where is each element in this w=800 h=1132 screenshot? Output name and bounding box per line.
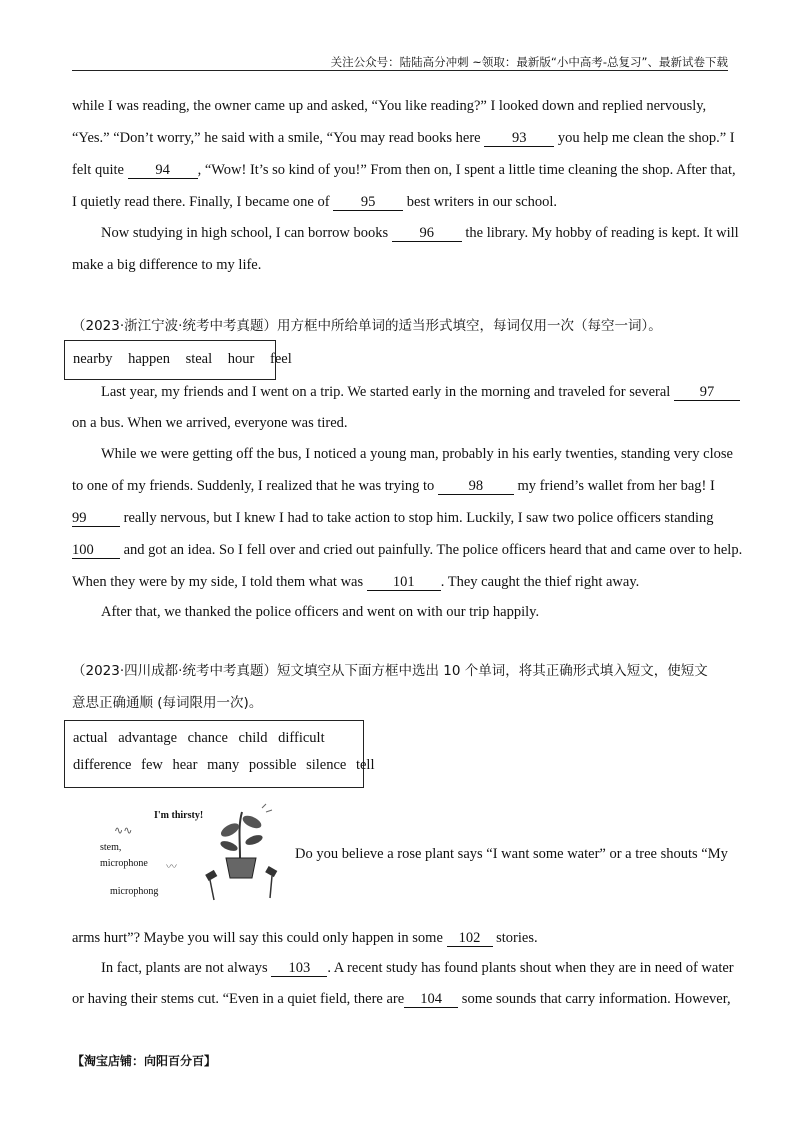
sound-wave-icon: ∿∿	[114, 825, 133, 837]
word-item: hear	[172, 757, 198, 773]
text-fragment: Now studying in high school, I can borrow books	[101, 225, 389, 241]
passage-line: make a big difference to my life.	[72, 257, 262, 273]
text-fragment: you help me clean the shop.” I	[557, 130, 735, 146]
page-header: 关注公众号：陆陆高分冲刺 ~领取：最新版“小中高考-总复习”、最新试卷下载	[330, 55, 728, 69]
page-footer: 【淘宝店铺：向阳百分百】	[72, 1054, 217, 1068]
word-box	[64, 720, 375, 788]
blank-98[interactable]: 98	[438, 479, 514, 495]
text-fragment: the library. My hobby of reading is kept. It will	[465, 225, 739, 241]
text-fragment: . A recent study has found plants shout when they are in need of water	[327, 960, 734, 976]
text-fragment: and got an idea. So I fell over and cried out painfully. The police officers heard that and came over to help.	[123, 542, 743, 558]
blank-95[interactable]: 95	[333, 195, 403, 211]
passage-line	[101, 383, 757, 401]
blank-103[interactable]: 103	[271, 961, 327, 977]
illustration-label: stem,	[100, 842, 122, 853]
text-fragment: really nervous, but I knew I had to take action to stop him. Luckily, I saw two police officers standing	[123, 510, 714, 526]
word-item: steal	[185, 351, 213, 367]
passage-line: While we were getting off the bus, I noticed a young man, probably in his early twenties, standing very close	[101, 446, 733, 462]
illustration-label: microphong	[110, 886, 159, 897]
passage-line	[72, 573, 728, 591]
blank-100[interactable]: 100	[72, 543, 120, 559]
text-fragment: I quietly read there. Finally, I became one of	[72, 194, 330, 210]
passage-line: on a bus. When we arrived, everyone was tired.	[72, 415, 348, 431]
blank-102[interactable]: 102	[447, 931, 493, 947]
passage-line	[72, 990, 731, 1008]
word-box-row	[73, 757, 375, 774]
word-item: difficult	[278, 730, 325, 746]
word-box-row	[73, 730, 332, 747]
word-item: nearby	[73, 351, 113, 367]
word-item: hour	[227, 351, 255, 367]
passage-line	[101, 959, 757, 977]
text-fragment: felt quite	[72, 162, 124, 178]
passage-line	[72, 541, 743, 559]
word-item: feel	[270, 351, 292, 367]
word-item: advantage	[118, 730, 178, 746]
passage-line	[72, 509, 728, 527]
text-fragment: When they were by my side, I told them what was	[72, 574, 364, 590]
blank-99[interactable]: 99	[72, 511, 120, 527]
text-fragment: . They caught the thief right away.	[440, 574, 640, 590]
word-item: tell	[355, 757, 375, 773]
speech-bubble-text: I'm thirsty!	[154, 810, 204, 821]
passage-line	[101, 224, 757, 242]
text-fragment: Last year, my friends and I went on a trip. We started early in the morning and traveled for several	[101, 384, 671, 400]
text-fragment: arms hurt”? Maybe you will say this could only happen in some	[72, 930, 443, 946]
text-fragment: , “Wow! It’s so kind of you!” From then on, I spent a little time cleaning the shop. After that,	[197, 162, 736, 178]
passage-line: Do you believe a rose plant says “I want some water” or a tree shouts “My	[295, 846, 728, 862]
blank-93[interactable]: 93	[484, 131, 554, 147]
word-item: silence	[306, 757, 347, 773]
text-fragment: some sounds that carry information. However,	[461, 991, 731, 1007]
passage-line: After that, we thanked the police officers and went on with our trip happily.	[101, 604, 540, 620]
word-box-row	[73, 351, 304, 368]
word-item: possible	[248, 757, 297, 773]
text-fragment: In fact, plants are not always	[101, 960, 268, 976]
word-item: child	[238, 730, 268, 746]
word-item: actual	[73, 730, 108, 746]
sound-wave-icon: 〰	[166, 861, 177, 873]
blank-104[interactable]: 104	[404, 992, 458, 1008]
word-item: happen	[128, 351, 170, 367]
blank-96[interactable]: 96	[392, 226, 462, 242]
word-item: many	[207, 757, 240, 773]
plant-microphone-illustration	[96, 800, 292, 908]
potted-plant-icon	[196, 800, 292, 908]
word-box	[64, 340, 292, 380]
section-title: （2023·四川成都·统考中考真题）短文填空从下面方框中选出 10 个单词，将其正确形式填入短文，使短文	[72, 663, 708, 679]
text-fragment: to one of my friends. Suddenly, I realized that he was trying to	[72, 478, 435, 494]
passage-line	[72, 477, 728, 495]
text-fragment: my friend’s wallet from her bag! I	[517, 478, 715, 494]
word-item: difference	[73, 757, 132, 773]
passage-line	[72, 929, 728, 947]
illustration-label: microphone	[100, 858, 148, 869]
text-fragment: or having their stems cut. “Even in a quiet field, there are	[72, 991, 405, 1007]
text-fragment: stories.	[496, 930, 538, 946]
passage-line: while I was reading, the owner came up and asked, “You like reading?” I looked down and replied nervously,	[72, 98, 707, 114]
word-item: few	[141, 757, 163, 773]
word-item: chance	[187, 730, 228, 746]
blank-97[interactable]: 97	[674, 385, 740, 401]
header-rule	[72, 70, 728, 71]
text-fragment: “Yes.” “Don’t worry,” he said with a smile, “You may read books here	[72, 130, 481, 146]
blank-94[interactable]: 94	[128, 163, 198, 179]
passage-line	[72, 129, 735, 147]
section-title: 意思正确通顺 (每词限用一次)。	[72, 695, 263, 711]
section-title: （2023·浙江宁波·统考中考真题）用方框中所给单词的适当形式填空，每词仅用一次（每空一词）。	[72, 318, 662, 334]
blank-101[interactable]: 101	[367, 575, 441, 591]
text-fragment: best writers in our school.	[406, 194, 558, 210]
passage-line	[72, 161, 736, 179]
passage-line	[72, 193, 728, 211]
